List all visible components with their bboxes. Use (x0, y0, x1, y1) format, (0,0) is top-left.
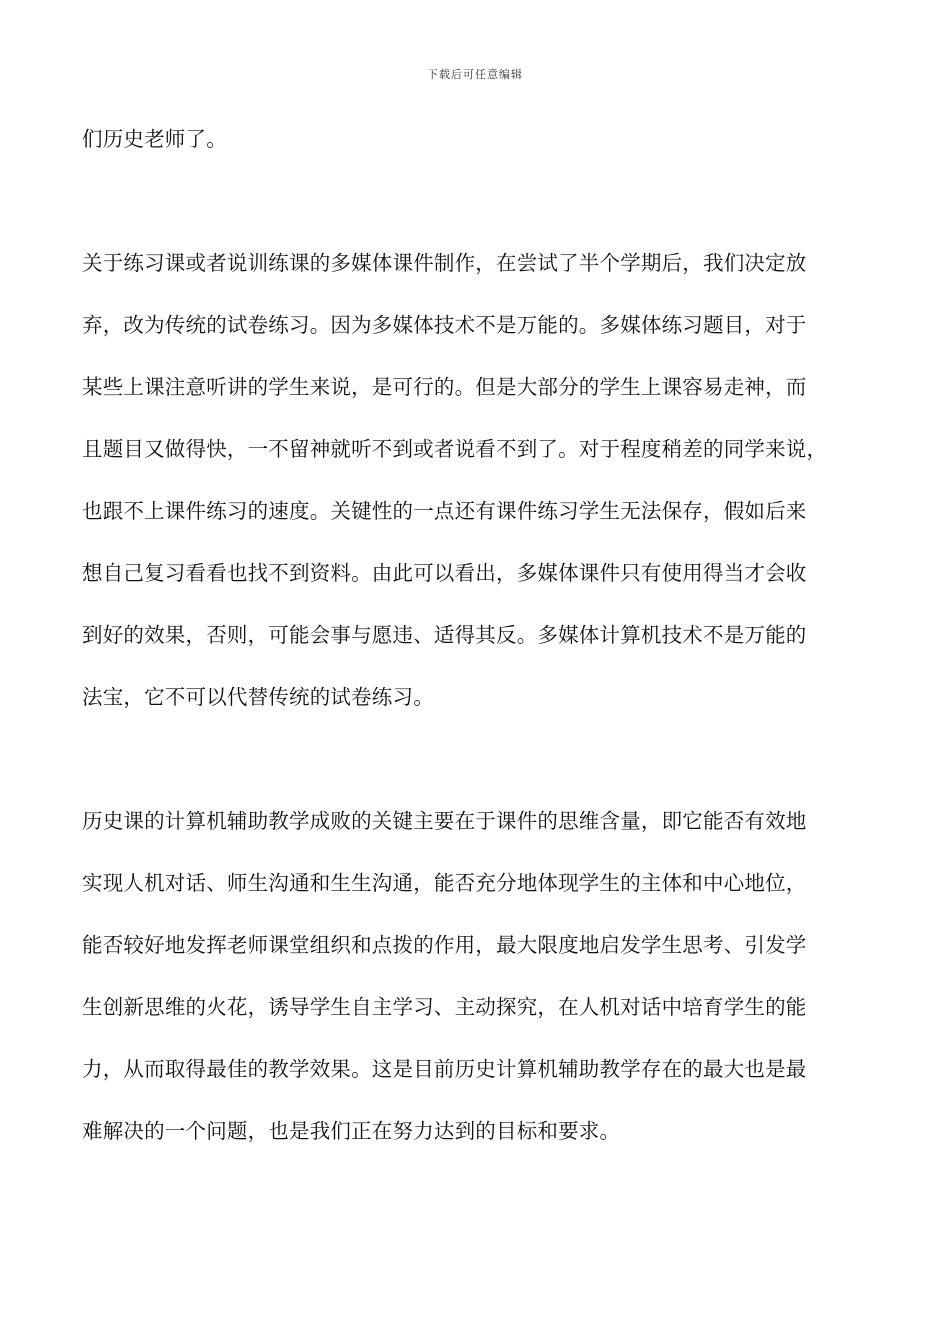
text-line: 们历史老师了。 (82, 127, 227, 151)
paragraph-1 (82, 108, 882, 170)
text-line: 关于练习课或者说训练课的多媒体课件制作，在尝试了半个学期后，我们决定放 (82, 251, 807, 275)
text-line: 历史课的计算机辅助教学成败的关键主要在于课件的思维含量，即它能否有效地 (82, 809, 807, 833)
text-line: 力，从而取得最佳的教学效果。这是目前历史计算机辅助教学存在的最大也是最 (82, 1057, 807, 1081)
text-line: 弃，改为传统的试卷练习。因为多媒体技术不是万能的。多媒体练习题目，对于 (82, 313, 807, 337)
page-header: 下载后可任意编辑 (427, 68, 523, 81)
text-line: 法宝，它不可以代替传统的试卷练习。 (82, 685, 434, 709)
text-line: 也跟不上课件练习的速度。关键性的一点还有课件练习学生无法保存，假如后来 (82, 499, 807, 523)
paragraph-gap (82, 728, 882, 790)
text-line: 且题目又做得快，一不留神就听不到或者说看不到了。对于程度稍差的同学来说， (82, 437, 828, 461)
text-line: 能否较好地发挥老师课堂组织和点拨的作用，最大限度地启发学生思考、引发学 (82, 933, 807, 957)
text-line: 实现人机对话、师生沟通和生生沟通，能否充分地体现学生的主体和中心地位， (82, 871, 807, 895)
paragraph-2 (82, 232, 882, 728)
paragraph-3 (82, 790, 882, 1162)
text-line: 生创新思维的火花，诱导学生自主学习、主动探究，在人机对话中培育学生的能 (82, 995, 807, 1019)
paragraph-gap (82, 170, 882, 232)
text-line: 难解决的一个问题，也是我们正在努力达到的目标和要求。 (82, 1119, 621, 1143)
text-line: 某些上课注意听讲的学生来说，是可行的。但是大部分的学生上课容易走神，而 (82, 375, 807, 399)
document-body (82, 108, 882, 1162)
text-line: 到好的效果，否则，可能会事与愿违、适得其反。多媒体计算机技术不是万能的 (82, 623, 807, 647)
text-line: 想自己复习看看也找不到资料。由此可以看出，多媒体课件只有使用得当才会收 (82, 561, 807, 585)
